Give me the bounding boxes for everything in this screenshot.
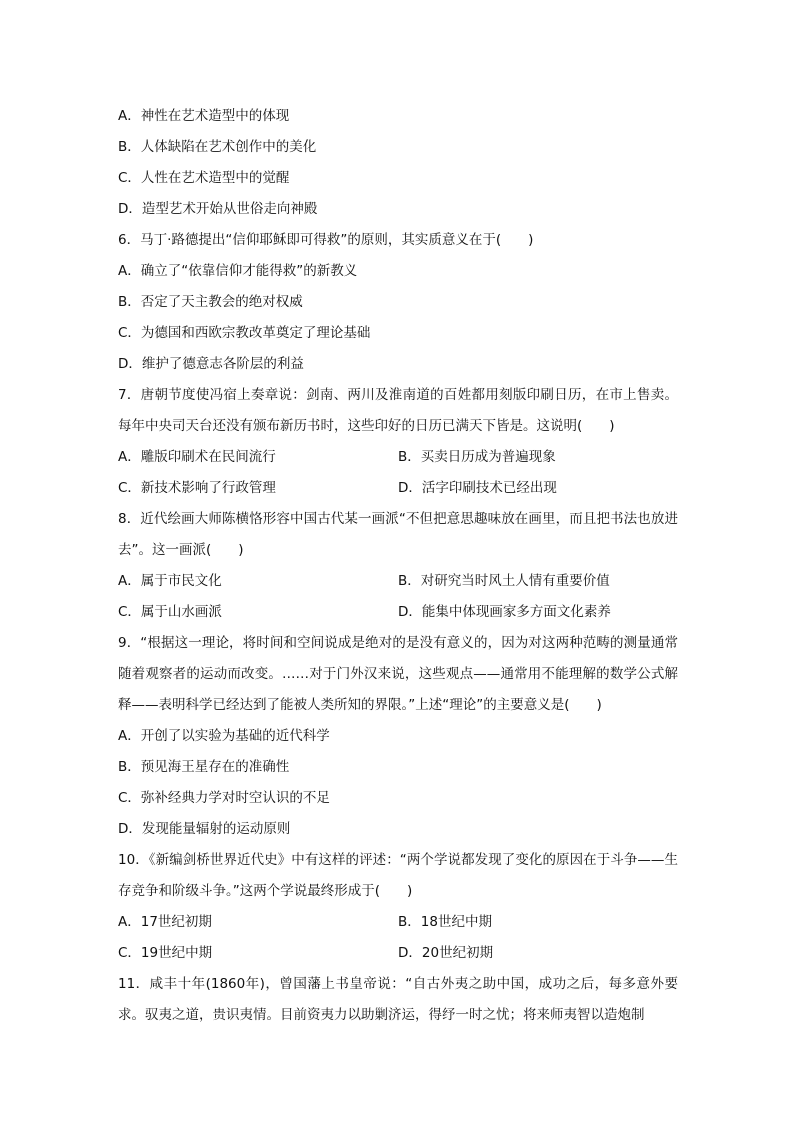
q7-stem: 7．唐朝节度使冯宿上奏章说：剑南、两川及淮南道的百姓都用刻版印刷日历，在市上售卖。每年中央司天台还没有颁布新历书时，这些印好的日历已满天下皆是。这说明( ) [118,387,678,434]
q5-option-d: D．造型艺术开始从世俗走向神殿 [118,201,318,217]
q8-options-row-1 [118,566,678,597]
q6-stem: 6．马丁·路德提出“信仰耶稣即可得救”的原则，其实质意义在于( ) [118,232,534,248]
q7-option-c: C．新技术影响了行政管理 [118,480,276,496]
q10-option-c: C．19世纪中期 [118,945,213,961]
q10-option-a: A．17世纪初期 [118,914,212,930]
q10-option-b: B．18世纪中期 [398,914,492,930]
q10-options-row-2 [118,938,678,969]
q11-stem: 11．咸丰十年(1860年)，曾国藩上书皇帝说：“自古外夷之助中国，成功之后，每多意外要求。驭夷之道，贵识夷情。目前资夷力以助剿济运，得纾一时之忧；将来师夷智以造炮制 [118,976,678,1023]
q9-option-d: D．发现能量辐射的运动原则 [118,821,291,837]
q7-option-b: B．买卖日历成为普遍现象 [398,449,556,465]
q8-options-row-2 [118,597,678,628]
q8-option-a: A．属于市民文化 [118,573,222,589]
q7-option-d: D．活字印刷技术已经出现 [398,480,557,496]
q6-option-b: B．否定了天主教会的绝对权威 [118,294,303,310]
q6-option-a: A．确立了“依靠信仰才能得救”的新教义 [118,263,358,279]
q7-options-row-2 [118,473,678,504]
q9-option-a: A．开创了以实验为基础的近代科学 [118,728,330,744]
q8-option-d: D．能集中体现画家多方面文化素养 [398,604,611,620]
q7-option-a: A．雕版印刷术在民间流行 [118,449,276,465]
q7-options-row-1 [118,442,678,473]
q5-option-c: C．人性在艺术造型中的觉醒 [118,170,290,186]
q10-stem: 10．《新编剑桥世界近代史》中有这样的评述：“两个学说都发现了变化的原因在于斗争——生存竞争和阶级斗争。”这两个学说最终形成于( ) [118,852,678,899]
q6-option-d: D．维护了德意志各阶层的利益 [118,356,304,372]
q8-option-c: C．属于山水画派 [118,604,222,620]
q8-stem: 8．近代绘画大师陈横恪形容中国古代某一画派“不但把意思趣味放在画里，而且把书法也放进去”。这一画派( ) [118,511,678,558]
q5-option-b: B．人体缺陷在艺术创作中的美化 [118,139,317,155]
q9-option-b: B．预见海王星存在的准确性 [118,759,290,775]
question-content [118,101,678,1031]
q8-option-b: B．对研究当时风土人情有重要价值 [398,573,610,589]
q10-options-row-1 [118,907,678,938]
q10-option-d: D．20世纪初期 [398,945,494,961]
q6-option-c: C．为德国和西欧宗教改革奠定了理论基础 [118,325,371,341]
q9-stem: 9．“根据这一理论，将时间和空间说成是绝对的是没有意义的，因为对这两种范畴的测量通常随着观察者的运动而改变。……对于门外汉来说，这些观点——通常用不能理解的数学公式解释——表明科学已经达到了能被人类所知的界限。”上述“理论”的主要意义是( ) [118,635,678,713]
q9-option-c: C．弥补经典力学对时空认识的不足 [118,790,330,806]
q5-option-a: A．神性在艺术造型中的体现 [118,108,290,124]
